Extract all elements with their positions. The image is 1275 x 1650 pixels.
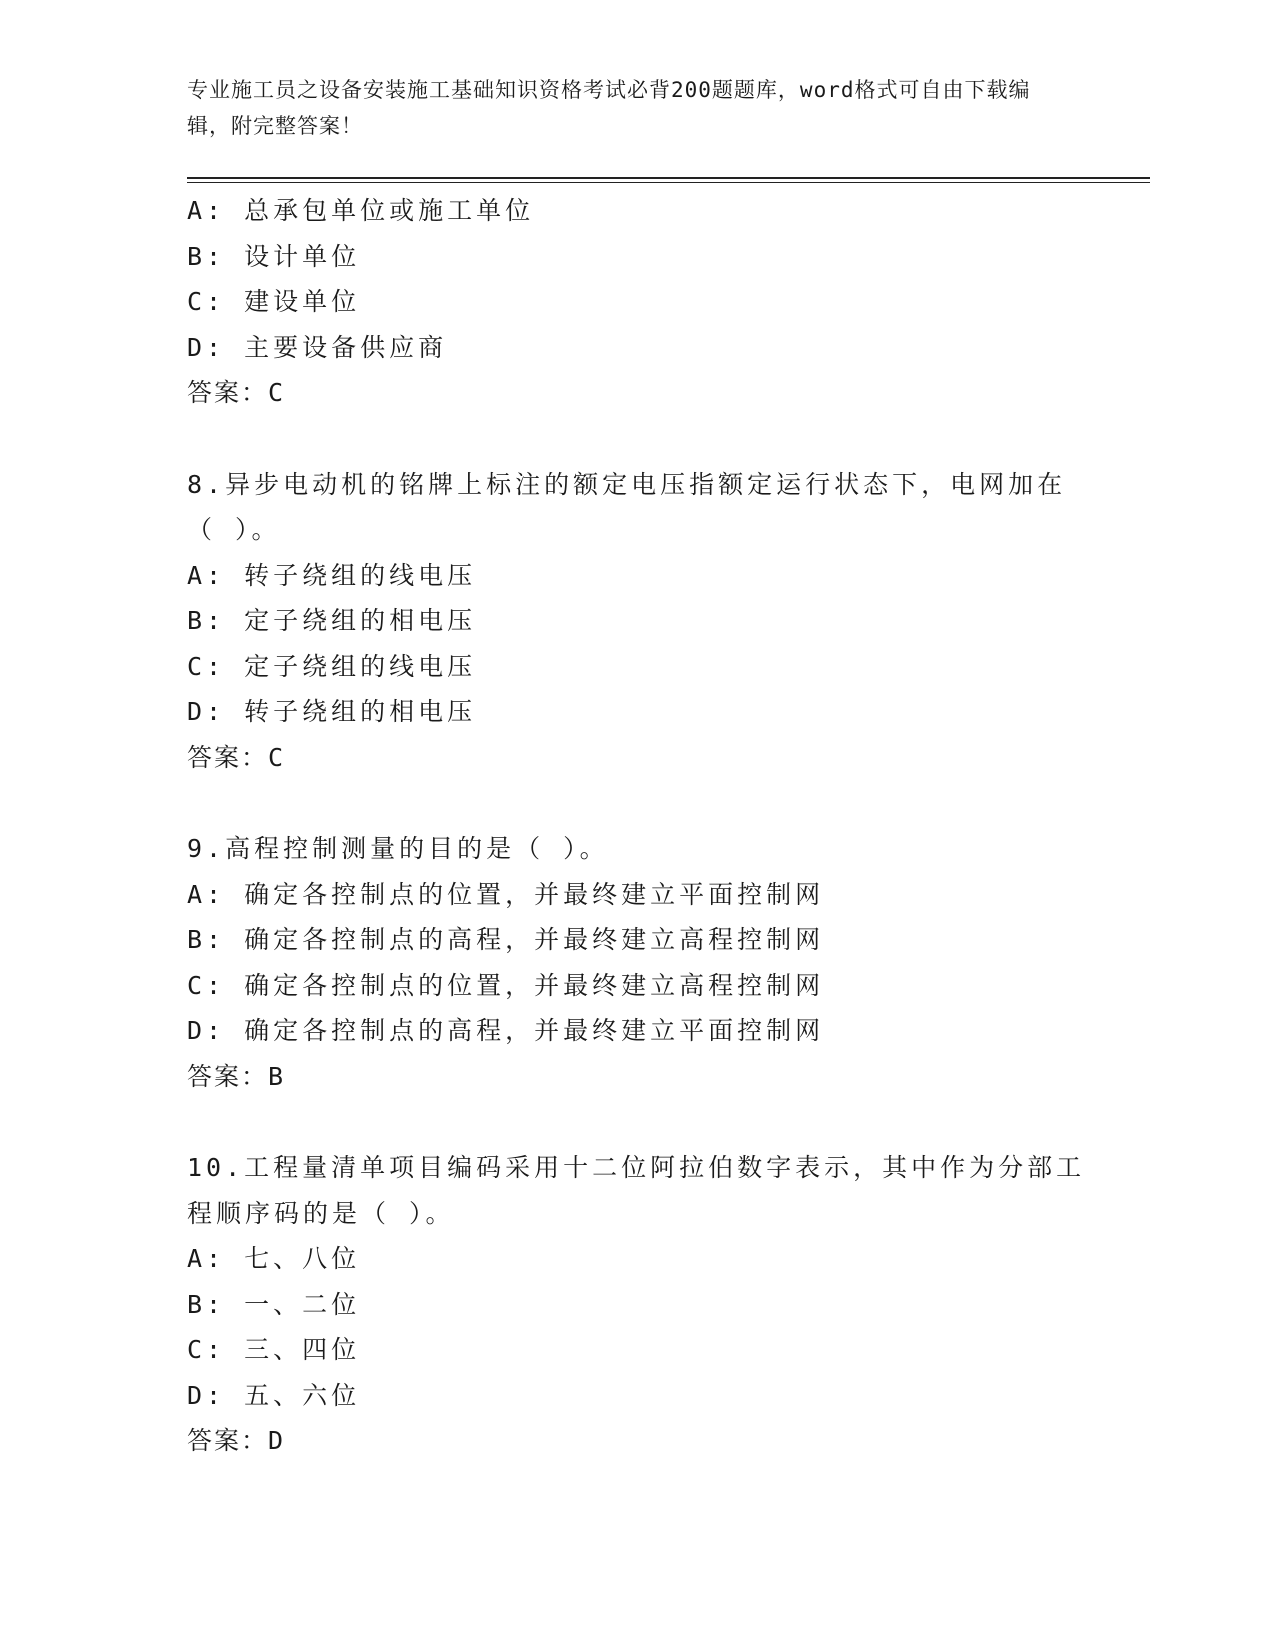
option-d: D: 主要设备供应商 (187, 332, 448, 362)
option-c: C: 建设单位 (187, 287, 361, 316)
option-b: B: 设计单位 (187, 241, 361, 271)
header-divider-thin (187, 182, 1150, 183)
option-d: D: 确定各控制点的高程，并最终建立平面控制网 (187, 1016, 825, 1045)
question-list (187, 188, 1087, 1464)
option-a: A: 七、八位 (187, 1244, 361, 1273)
question-title: 8.异步电动机的铭牌上标注的额定电压指额定运行状态下，电网加在（ ）。 (187, 469, 1067, 544)
answer-line: 答案：D (187, 1426, 286, 1455)
header-divider-thick (187, 177, 1150, 179)
document-header (187, 72, 1067, 144)
question-block-9 (187, 826, 1087, 1099)
option-b: B: 定子绕组的相电压 (187, 606, 477, 635)
question-block-8 (187, 462, 1087, 781)
option-a: A: 转子绕组的线电压 (187, 560, 477, 590)
option-c: C: 定子绕组的线电压 (187, 651, 477, 681)
header-title: 专业施工员之设备安装施工基础知识资格考试必背200题题库，word格式可自由下载编辑，附完整答案！ (187, 78, 1031, 138)
option-a: A: 确定各控制点的位置，并最终建立平面控制网 (187, 879, 825, 909)
question-block-7 (187, 188, 1087, 416)
question-title: 10.工程量清单项目编码采用十二位阿拉伯数字表示，其中作为分部工程顺序码的是（ ）。 (187, 1153, 1086, 1228)
option-d: D: 五、六位 (187, 1380, 361, 1410)
option-d: D: 转子绕组的相电压 (187, 697, 477, 726)
question-title: 9.高程控制测量的目的是（ ）。 (187, 834, 609, 863)
answer-line: 答案：B (187, 1061, 286, 1091)
answer-line: 答案：C (187, 742, 286, 772)
option-b: B: 一、二位 (187, 1289, 361, 1319)
option-a: A: 总承包单位或施工单位 (187, 196, 535, 225)
answer-line: 答案：C (187, 378, 286, 407)
option-c: C: 三、四位 (187, 1335, 361, 1364)
option-b: B: 确定各控制点的高程，并最终建立高程控制网 (187, 925, 825, 954)
option-c: C: 确定各控制点的位置，并最终建立高程控制网 (187, 970, 825, 1000)
question-block-10 (187, 1145, 1087, 1464)
